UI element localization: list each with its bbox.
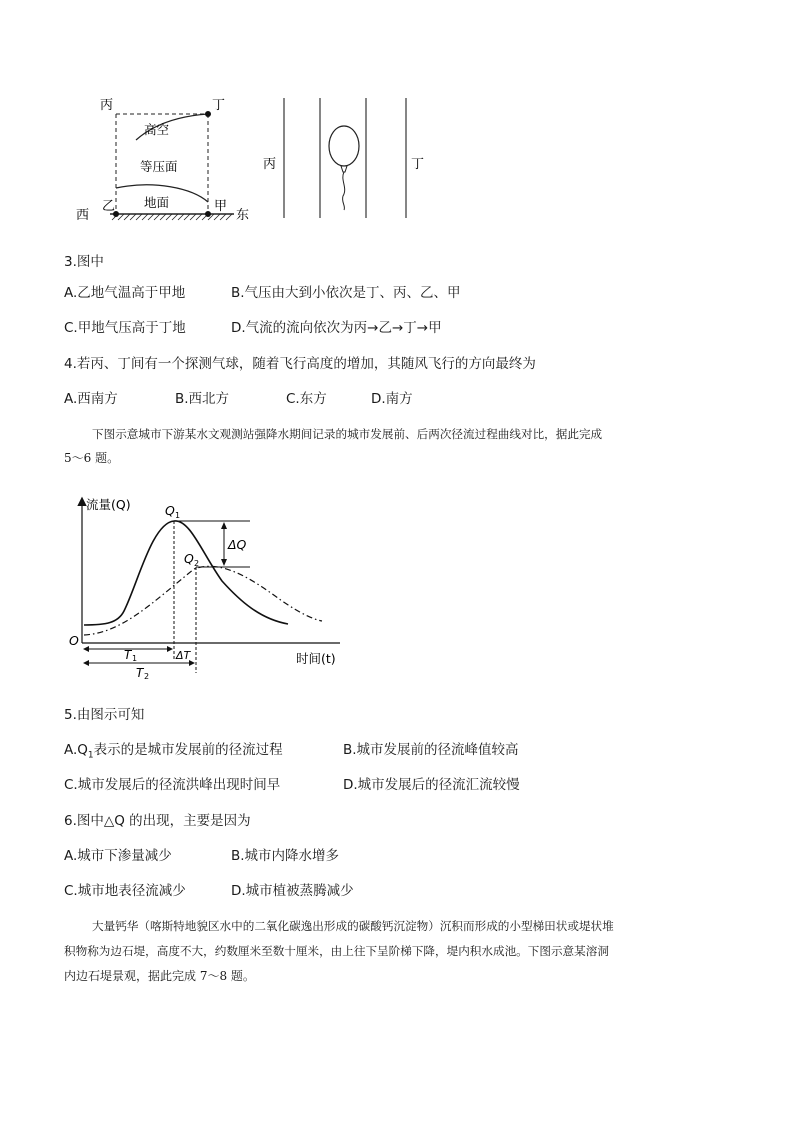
- q6-stem: 6.图中△Q 的出现，主要是因为: [64, 813, 251, 829]
- q4-option-a[interactable]: A.西南方: [64, 391, 118, 407]
- balloon-isobar-diagram: [258, 96, 430, 220]
- q6-option-a[interactable]: A.城市下渗量减少: [64, 848, 172, 864]
- t2-label: T: [136, 666, 144, 680]
- t2-subscript: 2: [144, 672, 150, 681]
- intro-5-6-line2: 5～6 题。: [64, 451, 120, 465]
- label-bing: 丙: [263, 157, 277, 172]
- q6-option-b[interactable]: B.城市内降水增多: [231, 848, 340, 864]
- label-west: 西: [76, 208, 90, 222]
- q5-option-b[interactable]: B.城市发展前的径流峰值较高: [343, 742, 519, 758]
- label-ding: 丁: [212, 98, 226, 113]
- origin-label: O: [69, 633, 79, 648]
- intro-7-8-line1: 大量钙华（喀斯特地貌区水中的二氧化碳逸出形成的碳酸钙沉淀物）沉积而形成的小型梯田状或堤状堆: [92, 919, 614, 933]
- q3-option-a[interactable]: A.乙地气温高于甲地: [64, 285, 186, 301]
- q2-subscript: 2: [194, 559, 200, 568]
- intro-7-8-line3: 内边石堤景观，据此完成 7～8 题。: [64, 969, 255, 983]
- delta-q-label: ΔQ: [228, 537, 247, 552]
- q5-option-a-text: 表示的是城市发展前的径流过程: [93, 742, 283, 758]
- label-high-altitude: 高空: [144, 122, 170, 137]
- q5-option-a[interactable]: [64, 740, 283, 766]
- q2-label: Q: [184, 551, 194, 566]
- label-ding: 丁: [411, 157, 425, 172]
- intro-7-8-line2: 积物称为边石堤，高度不大，约数厘米至数十厘米，由上往下呈阶梯下降，堤内积水成池。下图示意某溶洞: [64, 944, 609, 958]
- q1-subscript: 1: [175, 511, 181, 520]
- q4-option-d[interactable]: D.南方: [371, 391, 413, 407]
- q5-option-a-subscript: 1: [87, 750, 94, 761]
- isobar-cross-section-diagram: [74, 92, 264, 222]
- point-ding: [205, 111, 211, 117]
- q1-label: Q: [165, 503, 175, 518]
- runoff-curve-after: [84, 521, 288, 625]
- q5-option-c[interactable]: C.城市发展后的径流洪峰出现时间早: [64, 777, 281, 793]
- runoff-hydrograph-chart: [62, 493, 344, 681]
- point-jia: [205, 211, 211, 217]
- q6-option-d[interactable]: D.城市植被蒸腾减少: [231, 883, 354, 899]
- q4-stem: 4.若丙、丁间有一个探测气球，随着飞行高度的增加，其随风飞行的方向最终为: [64, 356, 536, 372]
- q5-option-d[interactable]: D.城市发展后的径流汇流较慢: [343, 777, 520, 793]
- q3-option-d[interactable]: D.气流的流向依次为丙→乙→丁→甲: [231, 320, 442, 336]
- balloon-icon: [329, 126, 359, 210]
- runoff-curve-before: [84, 566, 322, 635]
- q4-option-c[interactable]: C.东方: [286, 391, 327, 407]
- x-axis-label: 时间(t): [296, 651, 336, 666]
- intro-5-6-line1: 下图示意城市下游某水文观测站强降水期间记录的城市发展前、后两次径流过程曲线对比，据此完成: [92, 427, 603, 441]
- label-isobar: 等压面: [140, 159, 178, 174]
- q3-stem: 3.图中: [64, 254, 104, 270]
- y-axis-label: 流量(Q): [86, 497, 131, 512]
- label-yi: 乙: [102, 199, 116, 214]
- q3-option-c[interactable]: C.甲地气压高于丁地: [64, 320, 186, 336]
- q6-option-c[interactable]: C.城市地表径流减少: [64, 883, 186, 899]
- t1-subscript: 1: [132, 654, 138, 663]
- q5-stem: 5.由图示可知: [64, 707, 145, 723]
- label-jia: 甲: [214, 199, 228, 214]
- q5-option-a-prefix: A.Q: [64, 742, 88, 758]
- delta-t-label: ΔT: [176, 649, 191, 662]
- label-east: 东: [236, 208, 250, 222]
- q4-option-b[interactable]: B.西北方: [175, 391, 230, 407]
- q3-option-b[interactable]: B.气压由大到小依次是丁、丙、乙、甲: [231, 285, 461, 301]
- t1-label: T: [124, 648, 132, 662]
- label-ground: 地面: [144, 195, 170, 210]
- label-bing: 丙: [100, 98, 114, 113]
